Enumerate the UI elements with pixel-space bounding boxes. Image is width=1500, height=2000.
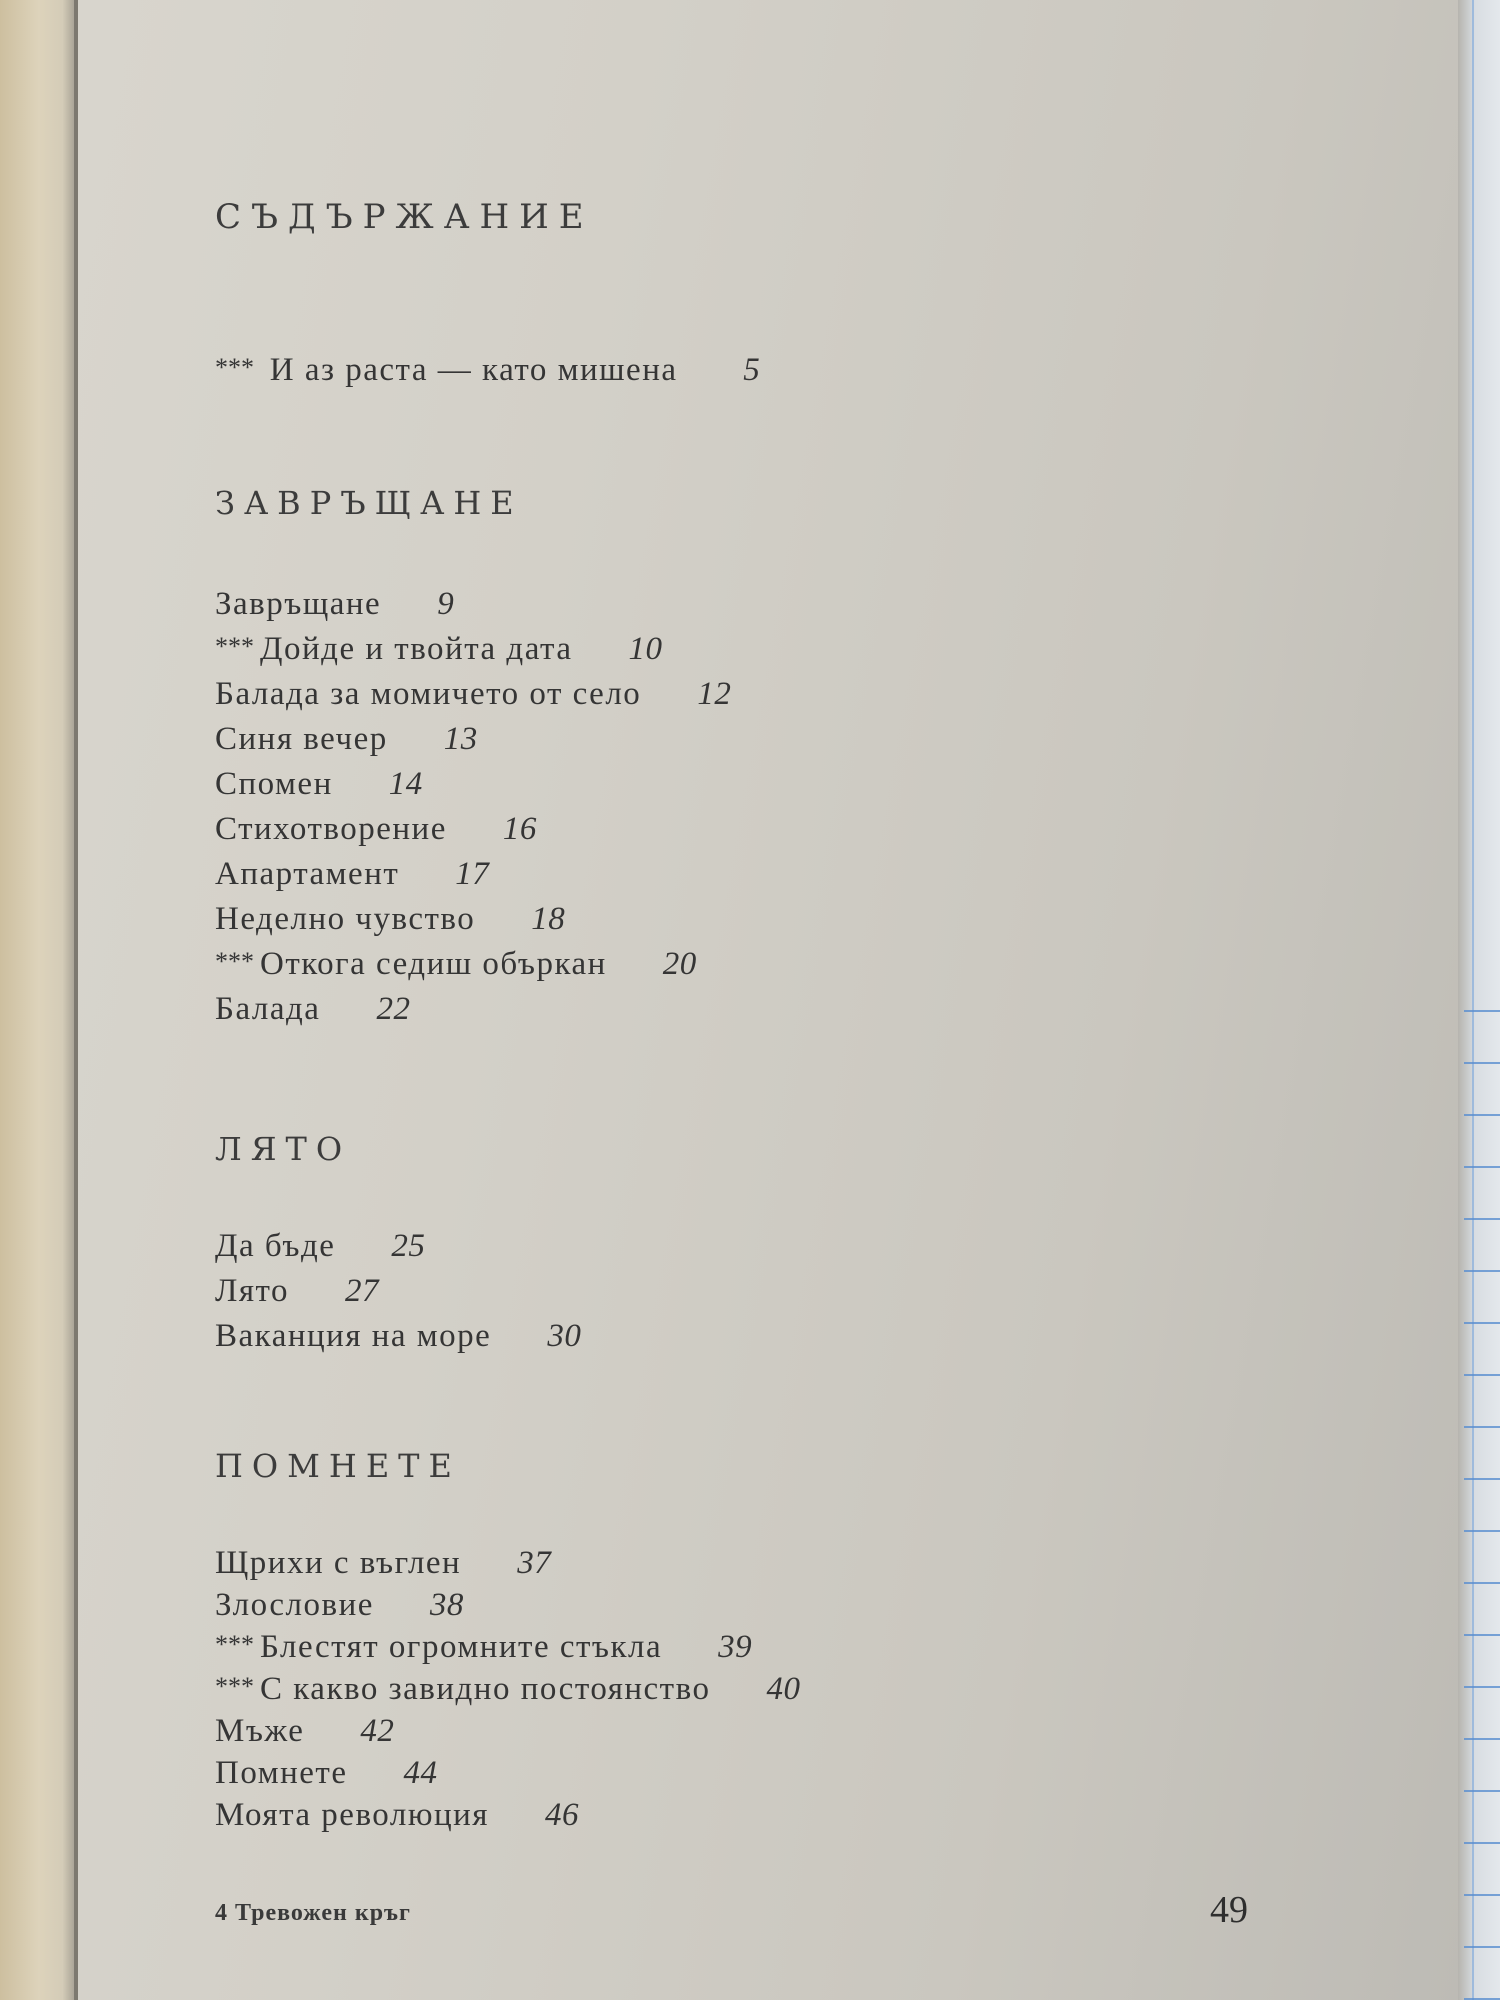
paper-rule-line	[1464, 1270, 1500, 1272]
entry-stars: ***	[215, 947, 254, 976]
entry-title: Щрихи с въглен	[215, 1545, 462, 1581]
contents-entry	[215, 946, 697, 983]
entry-title: Злословие	[215, 1587, 374, 1623]
entry-page-number: 9	[437, 586, 455, 622]
contents-entry	[215, 1545, 551, 1582]
paper-rule-line	[1464, 1478, 1500, 1480]
contents-title: СЪДЪРЖАНИЕ	[215, 197, 594, 237]
footer-signature: 4 Тревожен кръг	[215, 1900, 411, 1926]
entry-title: Неделно чувство	[215, 901, 476, 937]
entry-title: Мъже	[215, 1713, 305, 1749]
paper-rule-line	[1464, 1322, 1500, 1324]
entry-title: Балада за момичето от село	[215, 676, 642, 712]
contents-entry	[215, 1228, 425, 1265]
entry-stars: ***	[215, 353, 254, 382]
contents-entry	[215, 1671, 800, 1708]
entry-title: Ваканция на море	[215, 1318, 492, 1354]
entry-page-number: 37	[517, 1545, 552, 1581]
entry-page-number: 46	[544, 1797, 579, 1833]
entry-stars: ***	[215, 1630, 254, 1659]
entry-title: Балада	[215, 991, 321, 1027]
entry-title: Дойде и твойта дата	[260, 631, 573, 667]
entry-page-number: 17	[455, 856, 490, 892]
left-page-edge	[0, 0, 78, 2000]
contents-entry	[215, 991, 410, 1028]
entry-title: И аз раста — като мишена	[269, 352, 678, 388]
entry-page-number: 10	[628, 631, 663, 667]
contents-entry	[215, 766, 423, 803]
paper-rule-line	[1464, 1426, 1500, 1428]
contents-entry	[215, 856, 489, 893]
entry-page-number: 12	[697, 676, 732, 712]
entry-title: Синя вечер	[215, 721, 388, 757]
paper-rule-line	[1464, 1738, 1500, 1740]
section-heading: ПОМНЕТЕ	[215, 1447, 461, 1485]
entry-title: С какво завидно постоянство	[260, 1671, 711, 1707]
entry-page-number: 44	[403, 1755, 438, 1791]
paper-rule-line	[1464, 1010, 1500, 1012]
section-heading: ЗАВРЪЩАНЕ	[215, 484, 523, 522]
paper-rule-line	[1464, 1894, 1500, 1896]
entry-page-number: 13	[443, 721, 478, 757]
entry-page-number: 14	[388, 766, 423, 802]
contents-entry	[215, 586, 454, 623]
paper-rule-line	[1464, 1634, 1500, 1636]
entry-page-number: 38	[429, 1587, 464, 1623]
contents-entry	[215, 1587, 464, 1624]
entry-page-number: 30	[547, 1318, 582, 1354]
entry-page-number: 40	[766, 1671, 801, 1707]
paper-rule-line	[1464, 1686, 1500, 1688]
contents-entry	[215, 1629, 752, 1666]
right-paper-edge	[1458, 0, 1500, 2000]
contents-entry	[215, 1273, 379, 1310]
entry-title: Блестят огромните стъкла	[260, 1629, 663, 1665]
contents-entry	[215, 721, 478, 758]
paper-rule-line	[1464, 1218, 1500, 1220]
paper-rule-line	[1464, 1374, 1500, 1376]
entry-page-number: 42	[360, 1713, 395, 1749]
entry-stars: ***	[215, 1672, 254, 1701]
entry-title: Спомен	[215, 766, 333, 802]
section-heading: ЛЯТО	[215, 1130, 352, 1168]
paper-rule-line	[1464, 1062, 1500, 1064]
contents-entry	[215, 1318, 581, 1355]
intro-entry	[215, 352, 760, 389]
paper-rule-line	[1464, 1790, 1500, 1792]
paper-margin-line	[1472, 0, 1474, 2000]
paper-rule-line	[1464, 1946, 1500, 1948]
contents-entry	[215, 676, 731, 713]
contents-entry	[215, 901, 565, 938]
contents-entry	[215, 811, 537, 848]
entry-page-number: 5	[743, 352, 761, 388]
paper-rule-line	[1464, 1842, 1500, 1844]
paper-rule-line	[1464, 1582, 1500, 1584]
entry-title: Апартамент	[215, 856, 400, 892]
contents-entry	[215, 1713, 394, 1750]
entry-title: Лято	[215, 1273, 290, 1309]
entry-page-number: 39	[718, 1629, 753, 1665]
entry-title: Стихотворение	[215, 811, 447, 847]
contents-entry	[215, 631, 662, 668]
entry-title: Завръщане	[215, 586, 382, 622]
entry-title: Откога седиш объркан	[260, 946, 607, 982]
entry-page-number: 18	[531, 901, 566, 937]
entry-page-number: 27	[345, 1273, 380, 1309]
entry-page-number: 22	[376, 991, 411, 1027]
entry-title: Моята революция	[215, 1797, 489, 1833]
entry-page-number: 16	[502, 811, 537, 847]
contents-entry	[215, 1755, 437, 1792]
entry-stars: ***	[215, 632, 254, 661]
entry-title: Да бъде	[215, 1228, 336, 1264]
entry-title: Помнете	[215, 1755, 348, 1791]
paper-rule-line	[1464, 1530, 1500, 1532]
entry-page-number: 25	[391, 1228, 426, 1264]
page-number: 49	[1210, 1889, 1248, 1931]
paper-rule-line	[1464, 1166, 1500, 1168]
paper-rule-line	[1464, 1114, 1500, 1116]
contents-entry	[215, 1797, 579, 1834]
entry-page-number: 20	[662, 946, 697, 982]
